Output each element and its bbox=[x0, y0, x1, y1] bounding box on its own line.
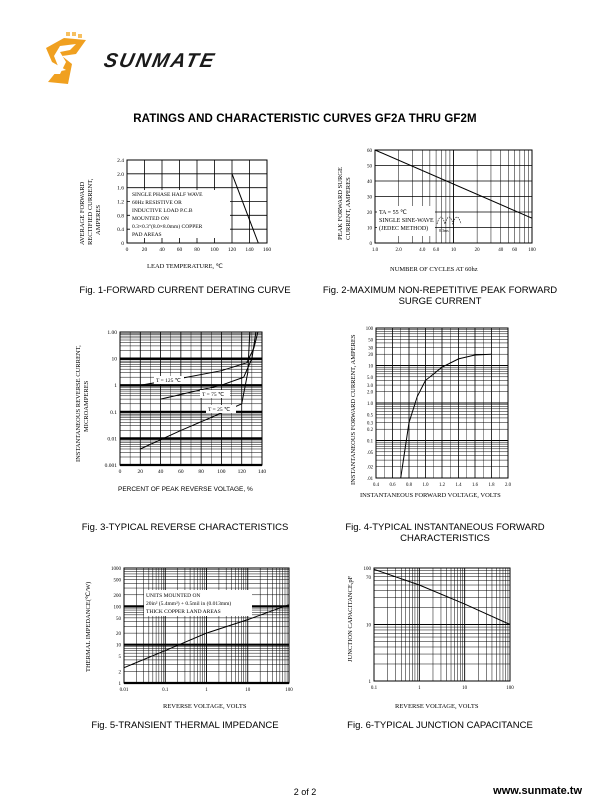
fig3-chart bbox=[70, 322, 310, 475]
y-tick-label: 20 bbox=[116, 632, 121, 638]
y-tick-label: 30 bbox=[368, 346, 373, 352]
svg-text:CURRENT, AMPERES: CURRENT, AMPERES bbox=[345, 177, 352, 240]
logo-s-mark-icon bbox=[46, 32, 86, 84]
x-tick-label: 2.0 bbox=[395, 248, 402, 253]
x-tick-label: 0.8 bbox=[406, 483, 412, 488]
y-tick-label: 5 bbox=[118, 655, 121, 661]
y-tick-label: 1 bbox=[114, 383, 117, 390]
fig2-x-label: NUMBER OF CYCLES AT 60hz bbox=[390, 266, 478, 273]
y-tick-label: 1000 bbox=[111, 567, 121, 572]
fig3-series-line-3 bbox=[140, 332, 250, 449]
x-tick-label: 1.6 bbox=[472, 483, 478, 488]
y-tick-label: 1 bbox=[368, 680, 371, 685]
svg-text:AVERAGE FORWARD: AVERAGE FORWARD bbox=[79, 181, 86, 245]
fig3-grid bbox=[120, 332, 262, 465]
y-tick-label: 2.0 bbox=[117, 171, 124, 178]
svg-text:0.3×0.3"(8.0×8.0mm) COPPER: 0.3×0.3"(8.0×8.0mm) COPPER bbox=[132, 224, 203, 230]
x-tick-label: 1 bbox=[205, 688, 208, 693]
x-tick-label: 100 bbox=[217, 469, 226, 475]
x-tick-label: 4.0 bbox=[419, 248, 426, 253]
x-tick-label: 120 bbox=[237, 469, 246, 475]
y-tick-label: 0.01 bbox=[107, 436, 117, 443]
y-tick-label: 100 bbox=[113, 605, 121, 611]
svg-text:SINGLE SINE-WAVE: SINGLE SINE-WAVE bbox=[379, 218, 434, 224]
x-tick-label: 100 bbox=[528, 248, 536, 253]
fig2-y-ticks bbox=[367, 149, 373, 247]
y-tick-label: 50 bbox=[368, 338, 373, 344]
fig5-x-ticks bbox=[120, 688, 294, 693]
fig6-y-ticks bbox=[364, 567, 372, 685]
fig1-y-ticks bbox=[117, 158, 124, 247]
x-tick-label: 20 bbox=[474, 248, 480, 253]
fig3-y-ticks bbox=[105, 330, 118, 469]
x-tick-label: 10 bbox=[245, 688, 251, 693]
fig1-x-label: LEAD TEMPERATURE, ℃ bbox=[147, 263, 223, 270]
x-tick-label: 80 bbox=[198, 469, 204, 475]
x-tick-label: 40 bbox=[498, 248, 504, 253]
brand-wordmark: SUNMATE bbox=[101, 50, 218, 72]
y-tick-label: 0.4 bbox=[117, 227, 124, 234]
y-tick-label: 0 bbox=[369, 242, 372, 247]
fig4-caption bbox=[320, 522, 570, 544]
x-tick-label: 1.4 bbox=[455, 483, 462, 488]
y-tick-label: 0.3 bbox=[367, 421, 373, 427]
fig3-label-25: T = 25 ℃ bbox=[208, 407, 231, 413]
x-tick-label: 40 bbox=[157, 469, 164, 475]
svg-text:INDUCTIVE LOAD P.C.B: INDUCTIVE LOAD P.C.B bbox=[132, 208, 193, 214]
svg-text:UNITS MOUNTED ON: UNITS MOUNTED ON bbox=[146, 593, 201, 599]
svg-text:PAD AREAS: PAD AREAS bbox=[132, 232, 162, 238]
y-tick-label: 1.6 bbox=[117, 185, 124, 192]
x-tick-label: 120 bbox=[227, 247, 237, 253]
x-tick-label: 60 bbox=[512, 248, 518, 253]
y-tick-label: 2.0 bbox=[367, 390, 373, 396]
y-tick-label: 0.2 bbox=[367, 428, 373, 434]
y-tick-label: 500 bbox=[113, 578, 121, 584]
y-tick-label: .01 bbox=[367, 477, 373, 482]
y-tick-label: 1.2 bbox=[117, 199, 124, 206]
fig1-series-line bbox=[232, 174, 258, 243]
x-tick-label: 1.0 bbox=[371, 248, 379, 253]
fig4-x-label: INSTANTANEOUS FORWARD VOLTAGE, VOLTS bbox=[360, 492, 501, 499]
fig4-y-label: INSTANTANEOUS FORWARD CURRENT, AMPERES bbox=[350, 334, 357, 485]
x-tick-label: 0.4 bbox=[373, 483, 379, 488]
y-tick-label: 1.00 bbox=[107, 330, 117, 336]
x-tick-label: 100 bbox=[285, 688, 293, 693]
fig4-grid bbox=[376, 328, 508, 478]
y-tick-label: 20 bbox=[367, 211, 372, 216]
x-tick-label: 10 bbox=[462, 686, 468, 691]
x-tick-label: 100 bbox=[210, 247, 219, 253]
fig5-grid bbox=[124, 568, 289, 683]
fig4-y-ticks bbox=[366, 327, 374, 482]
fig6-caption: Fig. 6-TYPICAL JUNCTION CAPACITANCE bbox=[347, 720, 533, 731]
x-tick-label: 60 bbox=[178, 469, 184, 475]
fig2-caption bbox=[310, 285, 570, 307]
y-tick-label: .02 bbox=[367, 465, 373, 471]
fig3-y-label bbox=[75, 345, 90, 462]
fig3-label-125: T = 125 ℃ bbox=[156, 378, 181, 384]
fig1-x-ticks bbox=[126, 247, 272, 253]
fig6-y-label: JUNCTION CAPACITANCE,pF bbox=[347, 575, 354, 662]
y-tick-label: 10 bbox=[367, 226, 372, 232]
y-tick-label: 50 bbox=[116, 616, 121, 622]
svg-text:20in² (5.4mm²) + 0.5mil in (0.: 20in² (5.4mm²) + 0.5mil in (0.013mm) bbox=[146, 601, 232, 607]
y-tick-label: 0.8 bbox=[117, 213, 124, 220]
x-tick-label: 80 bbox=[194, 247, 200, 253]
y-tick-label: 40 bbox=[367, 180, 372, 185]
x-tick-label: 0 bbox=[125, 247, 129, 253]
fig3-caption: Fig. 3-TYPICAL REVERSE CHARACTERISTICS bbox=[81, 522, 289, 533]
y-tick-label: 1.0 bbox=[367, 402, 373, 407]
fig6-x-ticks bbox=[371, 686, 514, 691]
y-tick-label: 70 bbox=[366, 575, 371, 581]
fig1-chart bbox=[72, 150, 292, 275]
y-tick-label: .05 bbox=[367, 450, 373, 456]
x-tick-label: 10 bbox=[451, 248, 456, 253]
fig4-x-ticks bbox=[373, 483, 512, 488]
fig2-x-ticks bbox=[372, 248, 536, 253]
fig3-label-75: T = 75 ℃ bbox=[202, 392, 225, 398]
fig3-x-ticks bbox=[119, 469, 267, 475]
svg-text:(JEDEC METHOD): (JEDEC METHOD) bbox=[379, 226, 429, 232]
x-tick-label: 140 bbox=[257, 469, 267, 475]
fig4-caption-line-2: CHARACTERISTICS bbox=[400, 533, 490, 544]
y-tick-label: 10 bbox=[111, 356, 117, 363]
fig2-chart bbox=[330, 145, 560, 277]
x-tick-label: 20 bbox=[141, 247, 148, 253]
fig5-y-ticks bbox=[111, 567, 122, 687]
y-tick-label: 0.1 bbox=[110, 409, 117, 416]
fig6-x-label: REVERSE VOLTAGE, VOLTS bbox=[395, 703, 479, 710]
fig5-caption: Fig. 5-TRANSIENT THERMAL IMPEDANCE bbox=[91, 720, 279, 731]
fig3-x-label: PERCENT OF PEAK REVERSE VOLTAGE, % bbox=[118, 486, 253, 493]
y-tick-label: 0.5 bbox=[367, 413, 373, 419]
x-tick-label: 100 bbox=[506, 686, 514, 691]
svg-text:60Hz RESISTIVE OR: 60Hz RESISTIVE OR bbox=[132, 200, 182, 206]
fig1-y-label bbox=[79, 178, 102, 245]
fig6-grid bbox=[374, 568, 510, 681]
y-tick-label: 1 bbox=[118, 682, 121, 687]
x-tick-label: 40 bbox=[159, 247, 165, 253]
x-tick-label: 6.0 bbox=[432, 248, 440, 253]
x-tick-label: 0.6 bbox=[389, 483, 396, 488]
x-tick-label: 1.8 bbox=[488, 483, 495, 488]
x-tick-label: 0.1 bbox=[162, 688, 169, 693]
y-tick-label: 0 bbox=[121, 241, 124, 247]
fig4-caption-line-1: Fig. 4-TYPICAL INSTANTANEOUS FORWARD bbox=[345, 522, 545, 533]
y-tick-label: 0.001 bbox=[104, 463, 117, 469]
svg-text:TA = 55 ℃: TA = 55 ℃ bbox=[379, 210, 407, 216]
page-number: 2 of 2 bbox=[293, 787, 317, 797]
x-tick-label: 0.01 bbox=[119, 688, 129, 693]
fig6-chart bbox=[340, 562, 560, 712]
svg-text:THICK COPPER LAND AREAS: THICK COPPER LAND AREAS bbox=[146, 609, 221, 615]
sine-wave-inset-icon bbox=[437, 217, 461, 233]
x-tick-label: 20 bbox=[137, 469, 144, 475]
y-tick-label: 200 bbox=[113, 593, 121, 599]
fig2-caption-line-2: SURGE CURRENT bbox=[398, 296, 482, 307]
svg-text:RECTIFIED CURRENT,: RECTIFIED CURRENT, bbox=[87, 178, 94, 245]
svg-text:MOUNTED ON: MOUNTED ON bbox=[132, 216, 169, 222]
fig2-inset-label: 8.3ms bbox=[439, 228, 449, 233]
y-tick-label: 0.1 bbox=[367, 439, 373, 445]
x-tick-label: 160 bbox=[262, 247, 272, 253]
x-tick-label: 1.0 bbox=[422, 483, 429, 488]
fig1-caption: Fig. 1-FORWARD CURRENT DERATING CURVE bbox=[79, 285, 291, 296]
x-tick-label: 2.0 bbox=[505, 483, 511, 488]
y-tick-label: 10 bbox=[366, 623, 371, 629]
y-tick-label: 30 bbox=[367, 195, 372, 201]
fig5-x-label: REVERSE VOLTAGE, VOLTS bbox=[163, 703, 247, 710]
y-tick-label: 100 bbox=[365, 327, 373, 332]
fig5-chart bbox=[78, 562, 318, 712]
brand-logo bbox=[42, 30, 232, 90]
fig5-y-label: THERMAL IMPEDANCE(℃/W) bbox=[85, 581, 92, 672]
svg-text:MICROAMPERES: MICROAMPERES bbox=[83, 380, 90, 432]
y-tick-label: 2.4 bbox=[117, 158, 124, 164]
page-title: RATINGS AND CHARACTERISTIC CURVES GF2A THRU GF2M bbox=[133, 113, 477, 125]
website-link[interactable]: www.sunmate.tw bbox=[493, 785, 582, 797]
y-tick-label: 10 bbox=[116, 643, 121, 649]
x-tick-label: 1 bbox=[418, 686, 421, 691]
svg-text:INSTANTANEOUS REVERSE CURRENT,: INSTANTANEOUS REVERSE CURRENT, bbox=[75, 345, 82, 462]
y-tick-label: 20 bbox=[368, 353, 373, 359]
fig2-y-label bbox=[337, 167, 352, 240]
fig3-curve-labels bbox=[154, 376, 236, 413]
y-tick-label: 3.0 bbox=[367, 384, 373, 390]
x-tick-label: 0 bbox=[118, 469, 122, 475]
fig4-chart bbox=[340, 320, 560, 500]
svg-text:SINGLE PHASE HALF WAVE: SINGLE PHASE HALF WAVE bbox=[132, 192, 203, 198]
fig6-series-line bbox=[374, 569, 510, 624]
y-tick-label: 60 bbox=[367, 149, 372, 154]
x-tick-label: 1.2 bbox=[439, 483, 445, 488]
fig4-series-line bbox=[401, 354, 492, 478]
svg-text:PEAK FORWARD SURGE: PEAK FORWARD SURGE bbox=[337, 167, 344, 240]
y-tick-label: 2 bbox=[118, 670, 121, 676]
svg-text:AMPERES: AMPERES bbox=[95, 205, 102, 235]
x-tick-label: 60 bbox=[176, 247, 183, 253]
y-tick-label: 10 bbox=[368, 364, 373, 370]
fig3-series bbox=[140, 332, 258, 449]
y-tick-label: 5.0 bbox=[367, 375, 373, 381]
x-tick-label: 0.1 bbox=[370, 686, 378, 691]
y-tick-label: 50 bbox=[367, 164, 372, 170]
y-tick-label: 100 bbox=[363, 567, 371, 572]
x-tick-label: 140 bbox=[245, 247, 254, 253]
fig2-caption-line-1: Fig. 2-MAXIMUM NON-REPETITIVE PEAK FORWARD bbox=[322, 285, 558, 296]
